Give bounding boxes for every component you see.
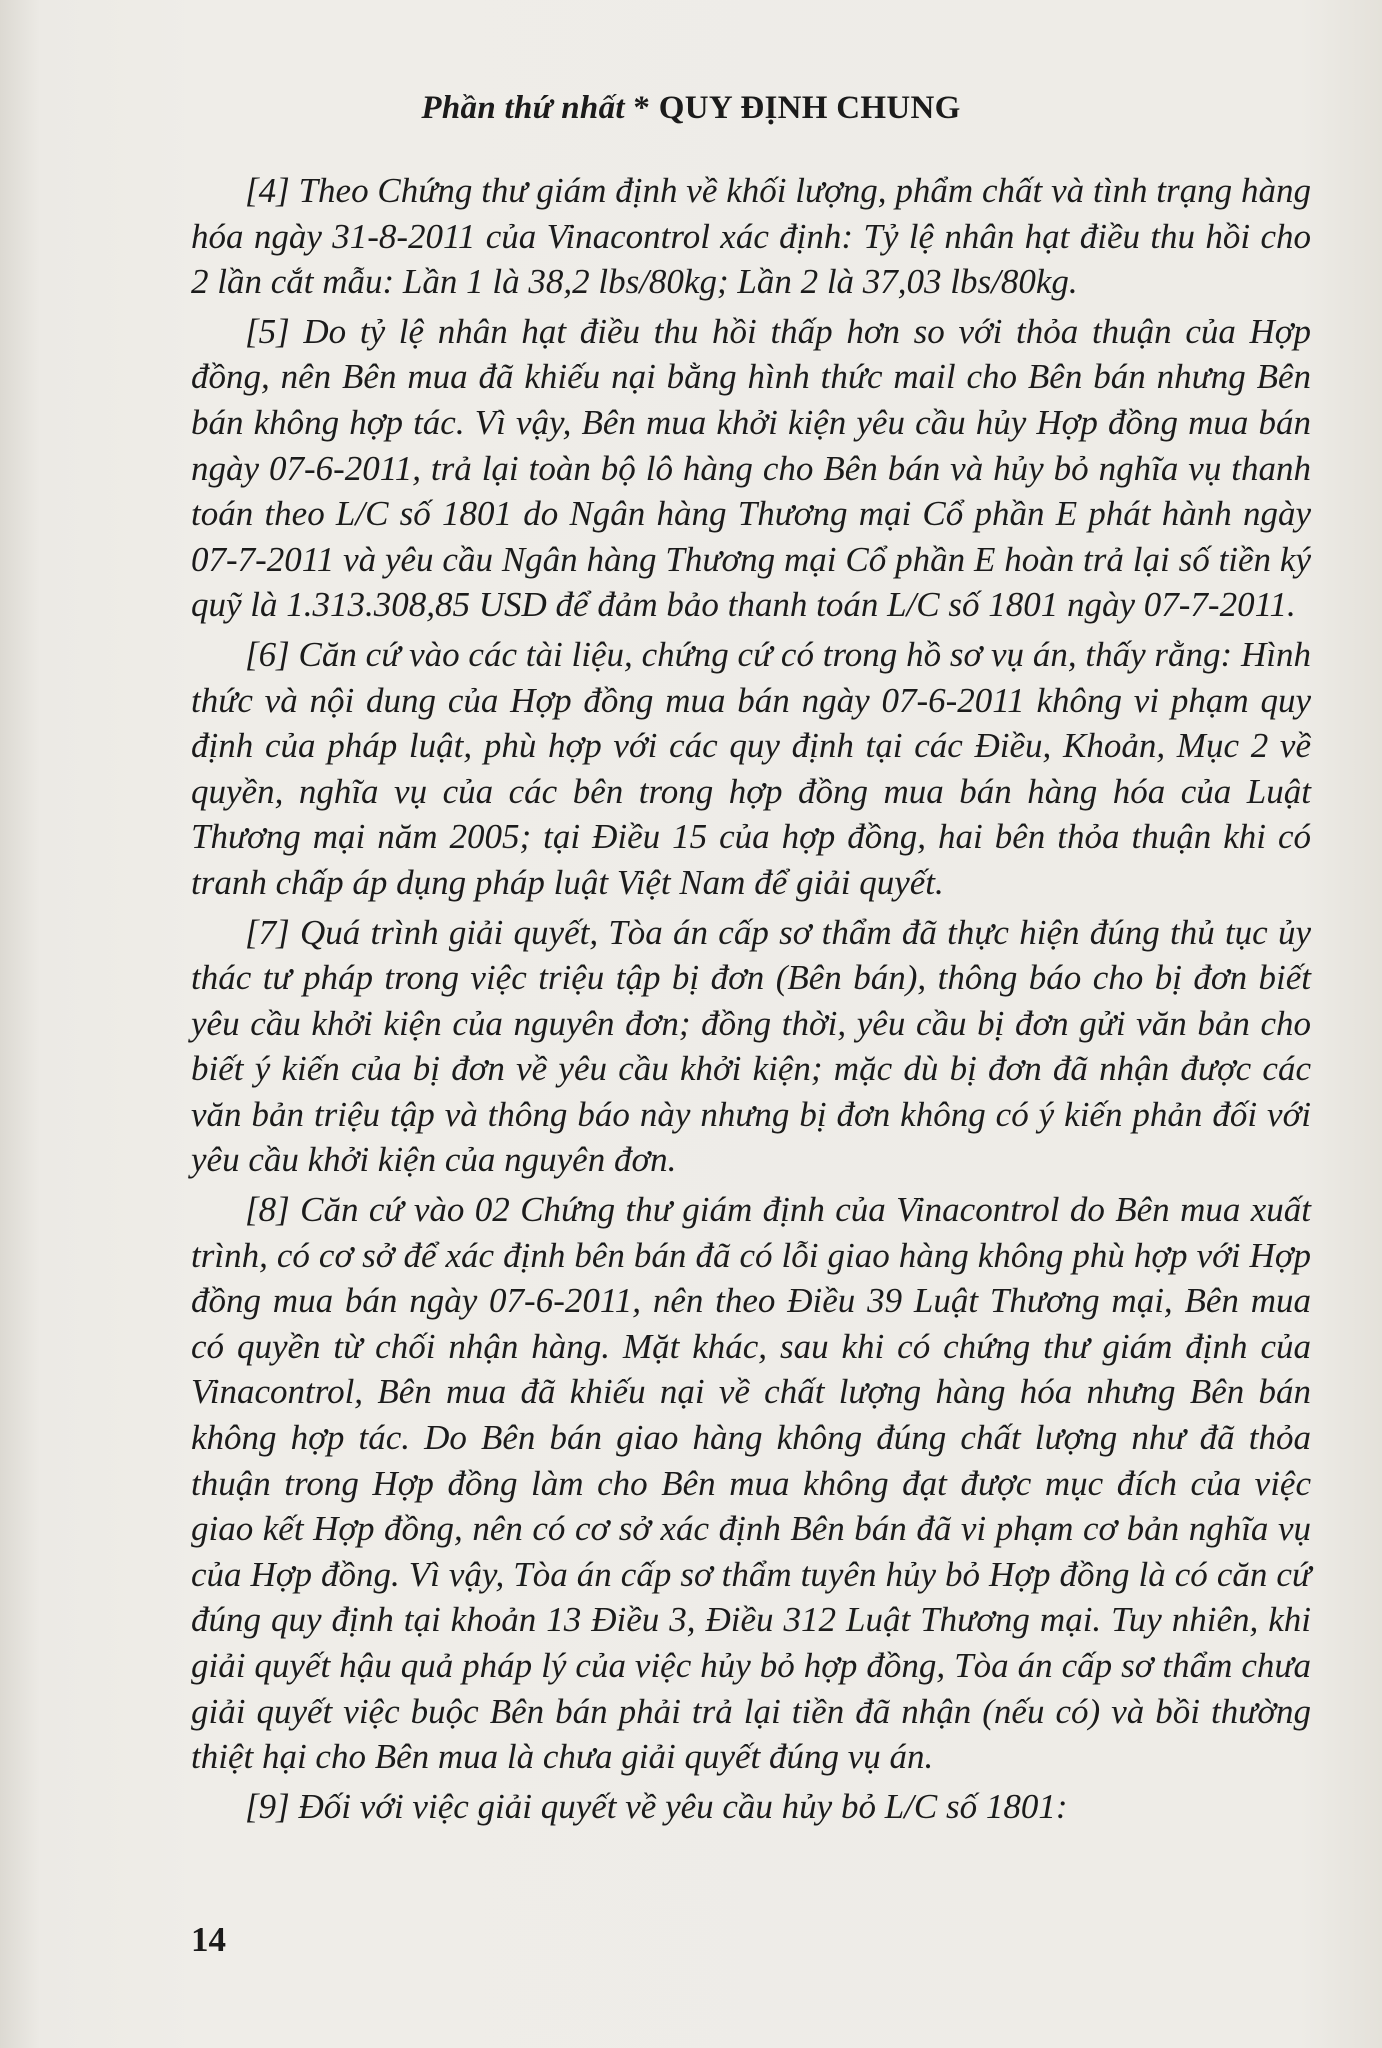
paragraph-5: [5] Do tỷ lệ nhân hạt điều thu hồi thấp hơn so với thỏa thuận của Hợp đồng, nên Bên mua đã khiếu nại bằng hình thức mail cho Bên bán nhưng Bên bán không hợp tác. Vì vậy, Bên mua khởi kiện yêu cầu hủy Hợp đồng mua bán ngày 07-6-2011, trả lại toàn bộ lô hàng cho Bên bán và hủy bỏ nghĩa vụ thanh toán theo L/C số 1801 do Ngân hàng Thương mại Cổ phần E phát hành ngày 07-7-2011 và yêu cầu Ngân hàng Thương mại Cổ phần E hoàn trả lại số tiền ký quỹ là 1.313.308,85 USD để đảm bảo thanh toán L/C số 1801 ngày 07-7-2011. [191,311,1311,625]
section-title: QUY ĐỊNH CHUNG [658,90,961,126]
body-text [191,168,1311,1833]
paragraph-8: [8] Căn cứ vào 02 Chứng thư giám định của Vinacontrol do Bên mua xuất trình, có cơ sở để xác định bên bán đã có lỗi giao hàng không phù hợp với Hợp đồng mua bán ngày 07-6-2011, nên theo Điều 39 Luật Thương mại, Bên mua có quyền từ chối nhận hàng. Mặt khác, sau khi có chứng thư giám định của Vinacontrol, Bên mua đã khiếu nại về chất lượng hàng hóa nhưng Bên bán không hợp tác. Do Bên bán giao hàng không đúng chất lượng như đã thỏa thuận trong Hợp đồng làm cho Bên mua không đạt được mục đích của việc giao kết Hợp đồng, nên có cơ sở xác định Bên bán đã vi phạm cơ bản nghĩa vụ của Hợp đồng. Vì vậy, Tòa án cấp sơ thẩm tuyên hủy bỏ Hợp đồng là có căn cứ đúng quy định tại khoản 13 Điều 3, Điều 312 Luật Thương mại. Tuy nhiên, khi giải quyết hậu quả pháp lý của việc hủy bỏ hợp đồng, Tòa án cấp sơ thẩm chưa giải quyết việc buộc Bên bán phải trả lại tiền đã nhận (nếu có) và bồi thường thiệt hại cho Bên mua là chưa giải quyết đúng vụ án. [191,1190,1311,1777]
paragraph-9: [9] Đối với việc giải quyết về yêu cầu hủy bỏ L/C số 1801: [245,1786,1068,1826]
paragraph-4: [4] Theo Chứng thư giám định về khối lượng, phẩm chất và tình trạng hàng hóa ngày 31-8-2011 của Vinacontrol xác định: Tỷ lệ nhân hạt điều thu hồi cho 2 lần cắt mẫu: Lần 1 là 38,2 lbs/80kg; Lần 2 là 37,03 lbs/80kg. [191,171,1311,302]
page-number: 14 [191,1920,226,1959]
paragraph-6: [6] Căn cứ vào các tài liệu, chứng cứ có trong hồ sơ vụ án, thấy rằng: Hình thức và nội dung của Hợp đồng mua bán ngày 07-6-2011 không vi phạm quy định của pháp luật, phù hợp với các quy định tại các Điều, Khoản, Mục 2 về quyền, nghĩa vụ của các bên trong hợp đồng mua bán hàng hóa của Luật Thương mại năm 2005; tại Điều 15 của hợp đồng, hai bên thỏa thuận khi có tranh chấp áp dụng pháp luật Việt Nam để giải quyết. [191,634,1311,902]
header-separator: * [624,90,659,126]
paragraph-7: [7] Quá trình giải quyết, Tòa án cấp sơ thẩm đã thực hiện đúng thủ tục ủy thác tư pháp trong việc triệu tập bị đơn (Bên bán), thông báo cho bị đơn biết yêu cầu khởi kiện của nguyên đơn; đồng thời, yêu cầu bị đơn gửi văn bản cho biết ý kiến của bị đơn về yêu cầu khởi kiện; mặc dù bị đơn đã nhận được các văn bản triệu tập và thông báo này nhưng bị đơn không có ý kiến phản đối với yêu cầu khởi kiện của nguyên đơn. [191,912,1311,1180]
running-header [0,90,1382,127]
part-label: Phần thứ nhất [421,90,625,126]
